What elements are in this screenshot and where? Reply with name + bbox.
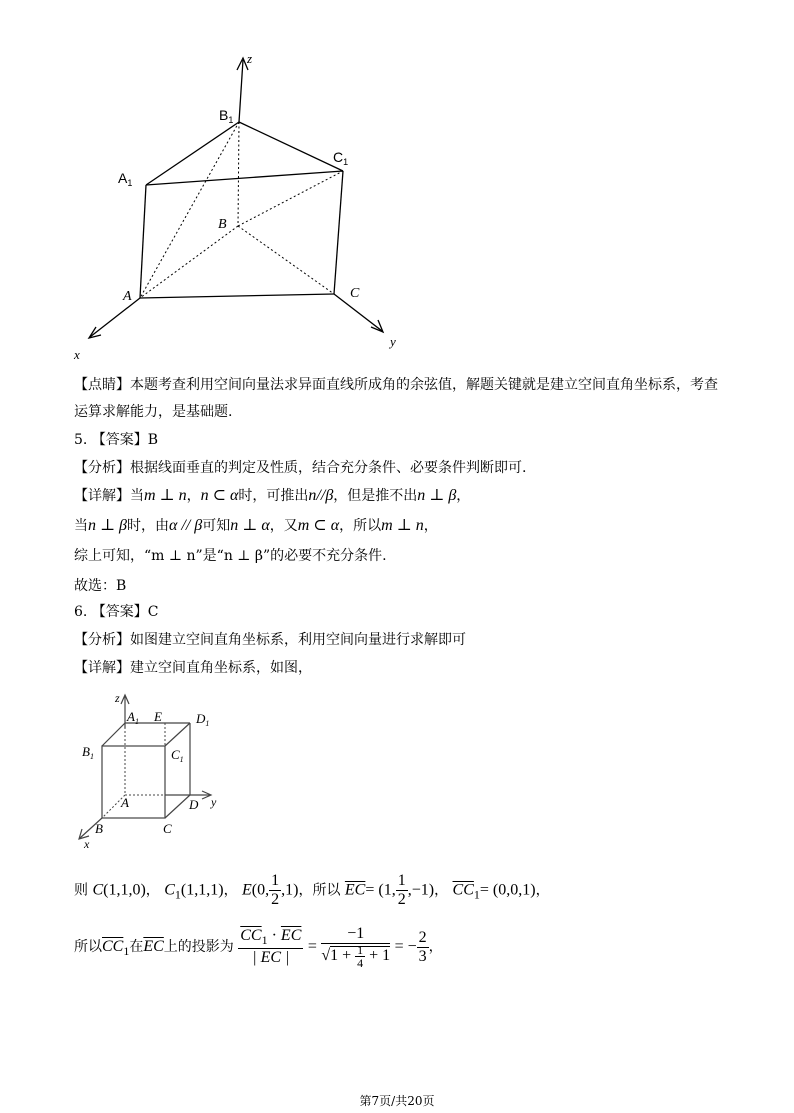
cube-label-C: C bbox=[163, 821, 172, 836]
cube-label-B: B bbox=[95, 821, 103, 836]
cube-label-E: E bbox=[154, 709, 162, 724]
cube-label-A: A bbox=[121, 795, 129, 810]
label-B: B bbox=[218, 217, 227, 232]
cube-label-x: x bbox=[84, 837, 90, 851]
x-axis bbox=[90, 298, 140, 337]
result-fraction: $\frac{2}{3}$ bbox=[418, 928, 427, 965]
q5-detail-line-2: 当n ⊥ β时，由α // β可知n ⊥ α，又m ⊂ α，所以m ⊥ n， bbox=[74, 517, 438, 534]
q5-analysis: 【分析】根据线面垂直的判定及性质，结合充分条件、必要条件判断即可. bbox=[74, 460, 527, 476]
cube-label-D: D bbox=[189, 797, 199, 812]
fraction-half: $\frac{1}{2}$ bbox=[271, 872, 280, 908]
cube-label-z: z bbox=[115, 691, 120, 705]
dianjing-line-2: 运算求解能力，是基础题. bbox=[74, 404, 233, 420]
label-y: y bbox=[390, 334, 396, 349]
cube-label-B1: $B_1$ bbox=[82, 744, 94, 761]
q5-conclusion: 综上可知，“m ⊥ n”是“n ⊥ β”的必要不充分条件. bbox=[74, 548, 387, 564]
label-x: x bbox=[74, 347, 80, 362]
projection-fraction: $\frac{\overline{CC}_1 \cdot \overline{EC}}{| EC |}$ bbox=[240, 926, 302, 967]
label-C1: $C_1$ bbox=[333, 149, 349, 167]
cube-label-D1: $D_1$ bbox=[196, 711, 210, 728]
fraction-half-2: $\frac{1}{2}$ bbox=[397, 872, 406, 908]
q5-detail-line-1: 【详解】当m ⊥ n，n ⊂ α时，可推出n//β，但是推不出n ⊥ β， bbox=[74, 487, 471, 504]
dianjing-line-1: 【点睛】本题考查利用空间向量法求异面直线所成角的余弦值，解题关键就是建立空间直角坐标系，考查 bbox=[74, 377, 718, 393]
q6-answer: 6. 【答案】C bbox=[74, 604, 159, 620]
z-axis bbox=[239, 60, 243, 122]
q6-detail: 【详解】建立空间直角坐标系，如图， bbox=[74, 660, 312, 676]
label-z: z bbox=[247, 51, 253, 66]
q6-analysis: 【分析】如图建立空间直角坐标系，利用空间向量进行求解即可 bbox=[74, 632, 466, 648]
q5-choose: 故选：B bbox=[74, 578, 127, 594]
label-B1: $B_1$ bbox=[219, 107, 234, 125]
q5-answer: 5. 【答案】B bbox=[74, 432, 159, 448]
cube-label-y: y bbox=[211, 795, 217, 809]
cube-label-C1: $C_1$ bbox=[171, 747, 184, 764]
projection-line: 所以$\overline{CC}_1$在$\overline{EC}$上的投影为 $\frac{\overline{CC}_1 \cdot \overline{EC}}{| EC |}$ = −1 √1 + $\frac{1}{4}$ + 1 = − $\frac{2}{3}$ ， bbox=[74, 925, 443, 970]
label-A: A bbox=[123, 289, 132, 304]
value-fraction: −1 √1 + $\frac{1}{4}$ + 1 bbox=[321, 925, 391, 970]
page-footer: 第7页/共20页 bbox=[359, 1094, 435, 1108]
figure-cube bbox=[70, 688, 240, 853]
cube-label-A1: $A_1$ bbox=[127, 709, 139, 726]
label-A1: $A_1$ bbox=[118, 170, 133, 188]
label-C: C bbox=[350, 286, 360, 301]
figure-prism-axes bbox=[60, 48, 420, 368]
coords-line: 则 C(1,1,0)， $C_1(1,1,1)$， E(0, $\frac{1}{2}$ ,1)，所以 $\overline{EC}= (1$, $\frac{1}{2}$ ,−1)， $\overline{CC}_1= (0,0,1)$， bbox=[74, 872, 550, 908]
